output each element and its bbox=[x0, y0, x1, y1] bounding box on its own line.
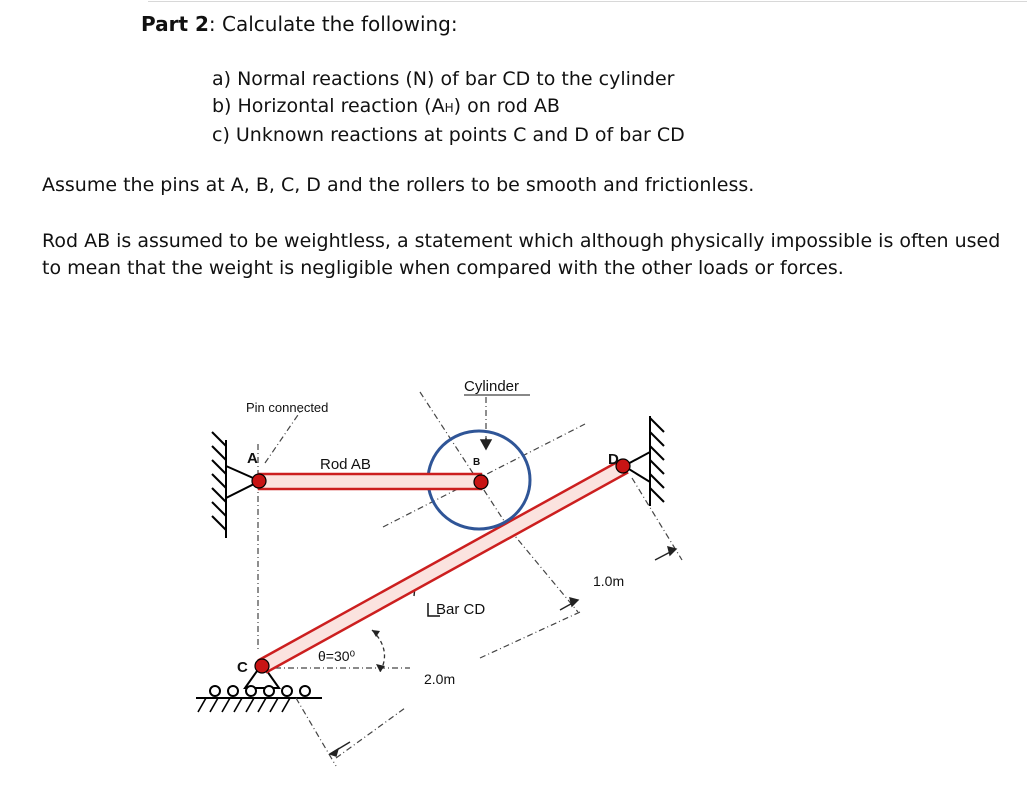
pin-c bbox=[255, 659, 269, 673]
right-wall bbox=[650, 416, 664, 506]
ground-hatch bbox=[198, 698, 290, 712]
angle-arrow-top bbox=[372, 630, 380, 637]
label-point-d: D bbox=[608, 451, 619, 468]
label-dim-d: 1.0m bbox=[593, 573, 625, 589]
pin-a bbox=[252, 474, 266, 488]
label-point-a: A bbox=[247, 450, 258, 467]
task-c: c) Unknown reactions at points C and D of bar CD bbox=[212, 124, 685, 146]
label-dim-cd: 2.0m bbox=[424, 671, 456, 687]
task-b-subscript: H bbox=[444, 101, 454, 115]
label-point-c: C bbox=[237, 659, 248, 676]
label-bar-cd: Bar CD bbox=[436, 601, 486, 618]
label-rod-ab: Rod AB bbox=[320, 456, 371, 473]
part-label: Part 2 bbox=[141, 12, 209, 36]
task-a: a) Normal reactions (N) of bar CD to the cylinder bbox=[212, 68, 675, 90]
assumption-paragraph: Assume the pins at A, B, C, D and the rollers to be smooth and frictionless. bbox=[42, 174, 755, 196]
pin-b bbox=[474, 475, 488, 489]
label-point-b: B bbox=[473, 457, 481, 468]
left-wall bbox=[212, 432, 226, 538]
task-b-post: ) on rod AB bbox=[453, 95, 560, 117]
task-b-pre: b) Horizontal reaction (A bbox=[212, 95, 445, 117]
label-cylinder: Cylinder bbox=[464, 378, 520, 395]
rod-ab bbox=[259, 474, 481, 489]
label-pin-connected: Pin connected bbox=[246, 400, 329, 415]
label-angle: θ=30⁰ bbox=[318, 648, 356, 664]
part-heading-text: : Calculate the following: bbox=[208, 12, 458, 36]
bar-cd bbox=[259, 461, 627, 672]
rod-paragraph: Rod AB is assumed to be weightless, a statement which although physically impossible is often used to mean that the weight is negligible when compared with the other loads or forces. bbox=[42, 230, 1001, 279]
